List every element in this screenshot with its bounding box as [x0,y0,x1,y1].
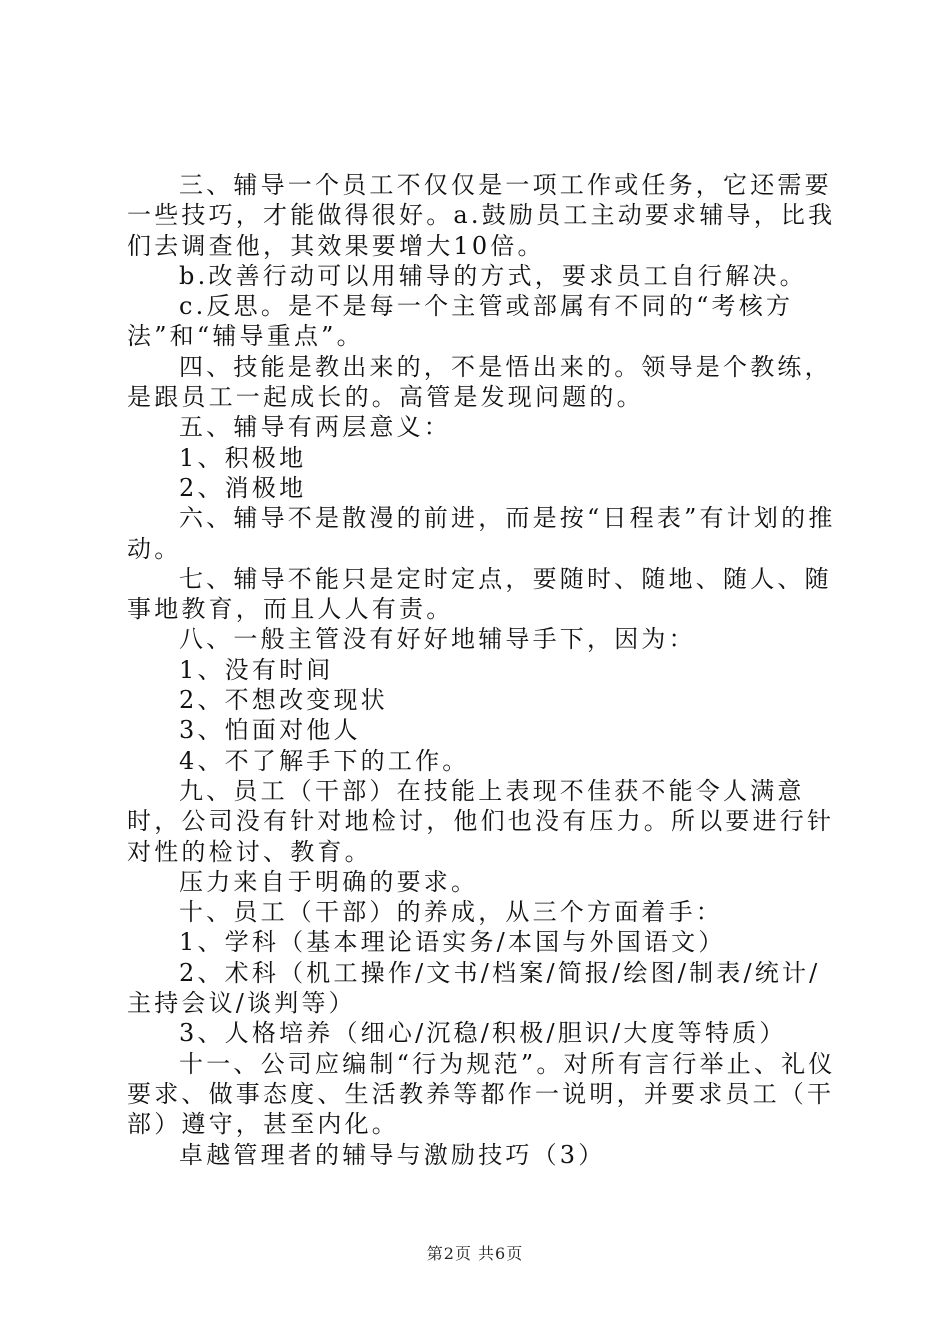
paragraph-3: 三、辅导一个员工不仅仅是一项工作或任务，它还需要一些技巧，才能做得很好。a.鼓励员工主动要求辅导，比我们去调查他，其效果要增大10倍。 [127,171,836,260]
document-body [127,170,837,1170]
paragraph-6: 六、辅导不是散漫的前进，而是按“日程表”有计划的推动。 [127,504,836,563]
list-item: 3、人格培养（细心/沉稳/积极/胆识/大度等特质） [179,1019,787,1048]
paragraph-3b: b.改善行动可以用辅导的方式，要求员工自行解决。 [179,261,807,290]
paragraph-3c: c.反思。是不是每一个主管或部属有不同的“考核方法”和“辅导重点”。 [127,292,794,351]
list-item: 1、积极地 [179,443,307,472]
list-item: 1、学科（基本理论语实务/本国与外国语文） [179,928,726,957]
paragraph-5: 五、辅导有两层意义： [179,413,451,442]
paragraph-4: 四、技能是教出来的，不是悟出来的。领导是个教练，是跟员工一起成长的。高管是发现问题的。 [127,352,832,412]
list-item: 2、不想改变现状 [179,686,388,715]
paragraph-9: 九、员工（干部）在技能上表现不佳获不能令人满意时，公司没有针对地检讨，他们也没有压力。所以要进行针对性的检讨、教育。 [127,776,835,866]
paragraph-7: 七、辅导不能只是定时定点，要随时、随地、随人、随事地教育，而且人人有责。 [127,564,832,624]
list-item: 4、不了解手下的工作。 [179,746,470,775]
paragraph-8: 八、一般主管没有好好地辅导手下，因为： [179,625,696,654]
list-item: 1、没有时间 [179,655,334,684]
paragraph-11: 十一、公司应编制“行为规范”。对所有言行举止、礼仪要求、做事态度、生活教养等都作一说明，并要求员工（干部）遵守，甚至内化。 [127,1049,836,1139]
paragraph-10: 十、员工（干部）的养成，从三个方面着手： [179,898,723,927]
list-item: 2、消极地 [179,473,307,502]
section-heading: 卓越管理者的辅导与激励技巧（3） [179,1140,606,1169]
page-footer: 第2页 共6页 [426,1244,524,1263]
paragraph-9-note: 压力来自于明确的要求。 [179,867,479,896]
list-item: 2、术科（机工操作/文书/档案/简报/绘图/制表/统计/主持会议/谈判等） [127,958,821,1018]
list-item: 3、怕面对他人 [179,716,361,745]
